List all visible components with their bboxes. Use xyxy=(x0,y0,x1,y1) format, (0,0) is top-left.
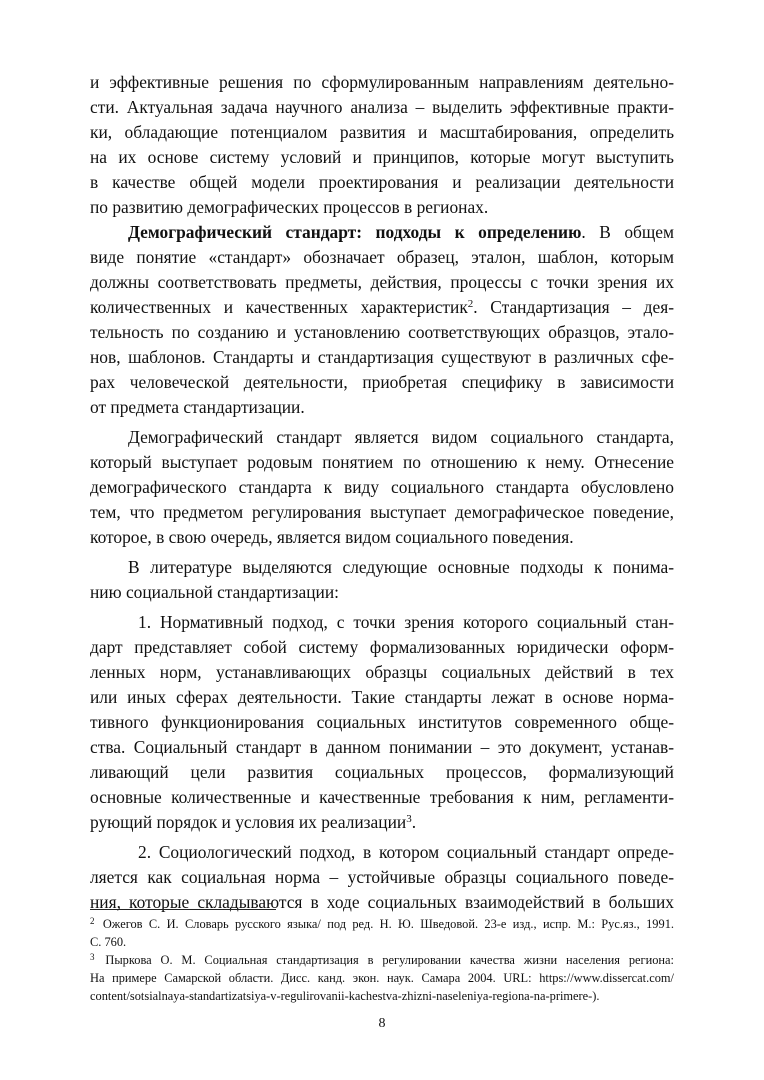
text-line: количественных и качественных характеристик$^2$. Стандартизация – дея- xyxy=(90,297,674,317)
paragraph-6 xyxy=(90,840,674,915)
text-line: дарт представляет собой систему формализованных юридически оформ- xyxy=(90,637,674,657)
text-line: В литературе выделяются следующие основные подходы к понима- xyxy=(128,557,674,577)
text-line: виде понятие «стандарт» обозначает образец, эталон, шаблон, которым xyxy=(90,247,674,267)
text-line: ливающий цели развития социальных процессов, формализующий xyxy=(90,762,674,782)
paragraph-4 xyxy=(90,555,674,605)
text-line: тем, что предметом регулирования выступает демографическое поведение, xyxy=(90,502,674,522)
text-line: от предмета стандартизации. xyxy=(90,397,305,417)
footnote-3 xyxy=(90,951,674,1005)
text-line: сти. Актуальная задача научного анализа – выделить эффективные практи- xyxy=(90,97,674,117)
footnote-number: 2 xyxy=(90,916,95,926)
paragraph-2 xyxy=(90,220,674,420)
paragraph-5 xyxy=(90,610,674,835)
footnote-line[interactable] xyxy=(90,987,674,1005)
footnote-url[interactable]: На примере Самарской области. Дисс. канд. экон. наук. Самара 2004. URL: https://www.dissercat.com/ xyxy=(90,971,674,985)
paragraph-1 xyxy=(90,70,674,220)
footnote-line: $^3$ Пыркова О. М. Социальная стандартизация в регулировании качества жизни населения региона: xyxy=(90,952,674,967)
main-text xyxy=(90,70,674,915)
text-line: который выступает родовым понятием по отношению к нему. Отнесение xyxy=(90,452,674,472)
text-line: ния, которые складываются в ходе социальных взаимодействий в больших xyxy=(90,892,674,912)
text-line: нов, шаблонов. Стандарты и стандартизация существуют в различных сфе- xyxy=(90,347,674,367)
text-line: Демографический стандарт: подходы к определению. В общем xyxy=(128,222,674,242)
text-line: в качестве общей модели проектирования и реализации деятельности xyxy=(90,172,674,192)
footnote-line: С. 760. xyxy=(90,935,127,949)
footnotes xyxy=(90,915,674,1005)
text-line: 1. Нормативный подход, с точки зрения которого социальный стан- xyxy=(138,612,674,632)
text-line: ленных норм, устанавливающих образцы социальных действий в тех xyxy=(90,662,674,682)
footnote-2 xyxy=(90,915,674,951)
text-line: ки, обладающие потенциалом развития и масштабирования, определить xyxy=(90,122,674,142)
text-line: 2. Социологический подход, в котором социальный стандарт опреде- xyxy=(138,842,674,862)
text-line: и эффективные решения по сформулированным направлениям деятельно- xyxy=(90,72,674,92)
footnote-line[interactable] xyxy=(90,969,674,987)
text-line: по развитию демографических процессов в регионах. xyxy=(90,197,489,217)
footnote-url[interactable]: content/sotsialnaya-standartizatsiya-v-regulirovanii-kachestva-zhizni-naseleniya-regiona-na-primere-). xyxy=(90,989,600,1003)
footnote-number: 3 xyxy=(90,952,95,962)
text-line: или иных сферах деятельности. Такие стандарты лежат в основе норма- xyxy=(90,687,674,707)
text-line: которое, в свою очередь, является видом социального поведения. xyxy=(90,527,574,547)
text-line: ства. Социальный стандарт в данном понимании – это документ, устанав- xyxy=(90,737,674,757)
footnote-ref-3[interactable]: 3 xyxy=(406,813,412,825)
text-line: на их основе систему условий и принципов, которые могут выступить xyxy=(90,147,674,167)
text-line: Демографический стандарт является видом социального стандарта, xyxy=(128,427,674,447)
page-number: 8 xyxy=(378,1016,386,1031)
paragraph-3 xyxy=(90,425,674,550)
text-line: должны соответствовать предметы, действия, процессы с точки зрения их xyxy=(90,272,674,292)
text-line: рующий порядок и условия их реализации$^3$. xyxy=(90,812,417,832)
text-line: демографического стандарта к виду социального стандарта обусловлено xyxy=(90,477,674,497)
text-line: ляется как социальная норма – устойчивые образцы социального поведе- xyxy=(90,867,674,887)
footnote-ref-2[interactable]: 2 xyxy=(467,298,474,310)
footnote-line: $^2$ Ожегов С. И. Словарь русского языка/ под ред. Н. Ю. Шведовой. 23-е изд., испр. М.: Рус.яз., 1991. xyxy=(90,916,674,931)
text-line: основные количественные и качественные требования к ним, регламенти- xyxy=(90,787,674,807)
text-line: тельность по созданию и установлению соответствующих образцов, этало- xyxy=(90,322,674,342)
text-line: рах человеческой деятельности, приобретая специфику в зависимости xyxy=(90,372,674,392)
footnote-divider xyxy=(90,909,276,910)
section-heading: Демографический стандарт: подходы к определению xyxy=(128,222,582,242)
text-line: нию социальной стандартизации: xyxy=(90,582,339,602)
text-line: тивного функционирования социальных институтов современного обще- xyxy=(90,712,674,732)
